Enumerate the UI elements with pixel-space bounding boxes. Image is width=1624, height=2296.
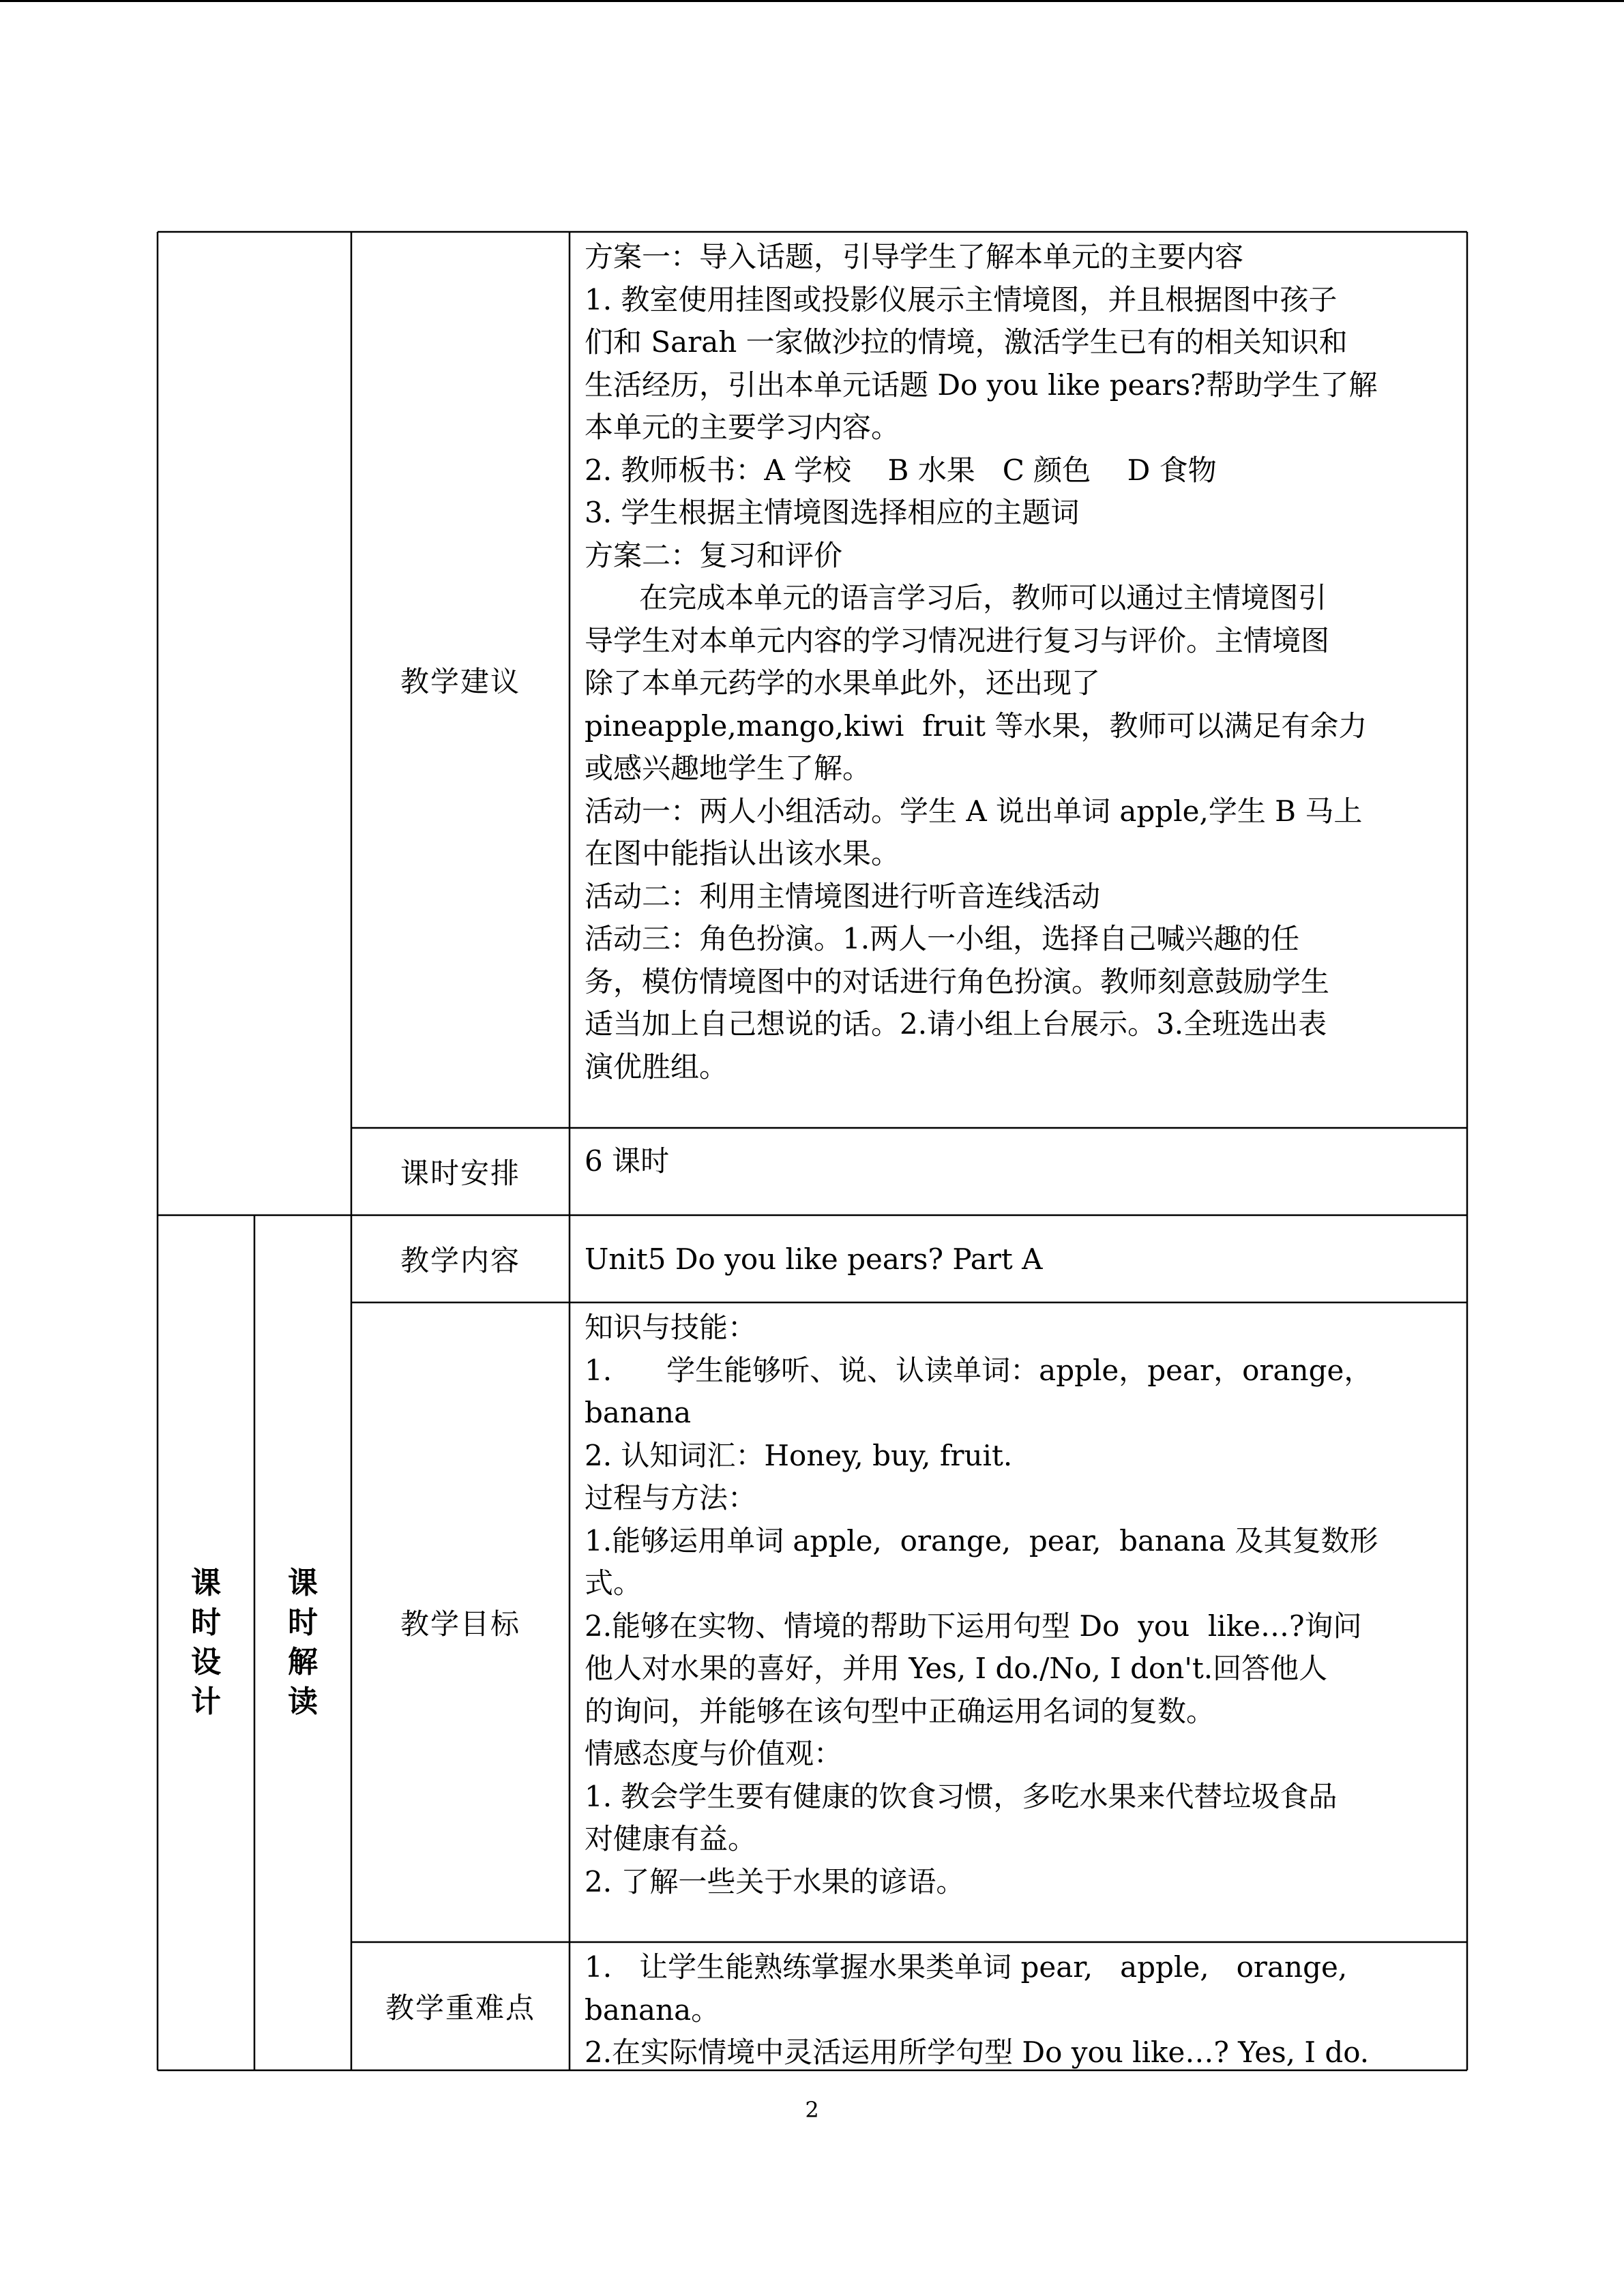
lesson-interpretation-label [254, 1215, 351, 2070]
text-line: 务，模仿情境图中的对话进行角色扮演。教师刻意鼓励学生 [585, 964, 1330, 998]
objectives-content [570, 1302, 1467, 1942]
text-line: 适当加上自己想说的话。2.请小组上台展示。3.全班选出表 [585, 1007, 1327, 1041]
suggestions-content [570, 232, 1467, 1128]
text-line: 活动二：利用主情境图进行听音连线活动 [585, 879, 1101, 913]
content-label [351, 1215, 570, 1302]
text-line: 生活经历，引出本单元话题 Do you like pears?帮助学生了解 [585, 368, 1378, 402]
text-line: banana。 [585, 1993, 720, 2027]
text-line: 2. 认知词汇：Honey, buy, fruit. [585, 1438, 1013, 1472]
text-line: 演优胜组。 [585, 1049, 728, 1084]
schedule-label [351, 1128, 570, 1215]
key-points-label-text: 教学重难点 [385, 1991, 535, 2025]
text-line: 或感兴趣地学生了解。 [585, 751, 872, 785]
suggestions-label-text: 教学建议 [400, 665, 520, 698]
text-line: 在完成本单元的语言学习后，教师可以通过主情境图引 [585, 581, 1327, 614]
content-value-text: Unit5 Do you like pears? Part A [585, 1242, 1043, 1276]
text-line: 知识与技能： [585, 1311, 757, 1344]
objectives-label [351, 1302, 570, 1942]
text-line: 方案一：导入话题，引导学生了解本单元的主要内容 [585, 240, 1244, 273]
text-line: 2.在实际情境中灵活运用所学句型 Do you like…? Yes, I do. [585, 2036, 1370, 2069]
text-line: 对健康有益。 [585, 1822, 757, 1855]
schedule-value [570, 1128, 1467, 1215]
text-line: 式。 [585, 1566, 643, 1600]
text-line: 除了本单元药学的水果单此外，还出现了 [585, 666, 1101, 700]
text-line: 们和 Sarah 一家做沙拉的情境，激活学生已有的相关知识和 [585, 325, 1348, 359]
text-line: 1. 学生能够听、说、认读单词：apple，pear，orange， [585, 1353, 1373, 1387]
text-line: 活动一：两人小组活动。学生 A 说出单词 apple,学生 B 马上 [585, 794, 1363, 828]
key-points-label [351, 1942, 570, 2070]
text-line: 2. 教师板书：A 学校 B 水果 C 颜色 D 食物 [585, 453, 1217, 487]
schedule-value-text: 6 课时 [585, 1144, 670, 1178]
schedule-label-text: 课时安排 [400, 1157, 520, 1190]
text-line: 他人对水果的喜好，并用 Yes, I do./No, I don't.回答他人 [585, 1652, 1328, 1685]
text-line: 本单元的主要学习内容。 [585, 411, 900, 444]
text-line: 1. 教会学生要有健康的饮食习惯，多吃水果来代替垃圾食品 [585, 1779, 1338, 1813]
content-value [570, 1215, 1467, 1302]
text-line: 1. 教室使用挂图或投影仪展示主情境图，并且根据图中孩子 [585, 282, 1338, 316]
text-line: 3. 学生根据主情境图选择相应的主题词 [585, 496, 1080, 529]
objectives-label-text: 教学目标 [400, 1607, 520, 1641]
text-line: 1. 让学生能熟练掌握水果类单词 pear, apple, orange, [585, 1950, 1348, 1984]
text-line: 的询问，并能够在该句型中正确运用名词的复数。 [585, 1694, 1215, 1728]
text-line: 情感态度与价值观： [585, 1737, 843, 1770]
text-line: 2. 了解一些关于水果的谚语。 [585, 1864, 965, 1898]
key-points-content [570, 1942, 1467, 2070]
suggestions-label [351, 232, 570, 1128]
text-line: 2.能够在实物、情境的帮助下运用句型 Do you like…?询问 [585, 1609, 1362, 1643]
text-line: pineapple,mango,kiwi fruit 等水果，教师可以满足有余力 [585, 709, 1368, 743]
text-line: banana [585, 1396, 692, 1429]
lesson-interpretation-label-text: 课时解读 [288, 1566, 318, 1719]
course-design-label [158, 1215, 254, 2070]
text-line: 过程与方法： [585, 1481, 757, 1515]
text-line: 方案二：复习和评价 [585, 538, 843, 572]
course-design-label-text: 课时设计 [191, 1566, 221, 1719]
page-number: 2 [805, 2097, 819, 2123]
content-label-text: 教学内容 [400, 1244, 520, 1277]
text-line: 活动三：角色扮演。1.两人一小组，选择自己喊兴趣的任 [585, 922, 1300, 955]
text-line: 导学生对本单元内容的学习情况进行复习与评价。主情境图 [585, 623, 1330, 657]
text-line: 1.能够运用单词 apple, orange, pear, banana 及其复数形 [585, 1523, 1378, 1557]
text-line: 在图中能指认出该水果。 [585, 837, 900, 870]
